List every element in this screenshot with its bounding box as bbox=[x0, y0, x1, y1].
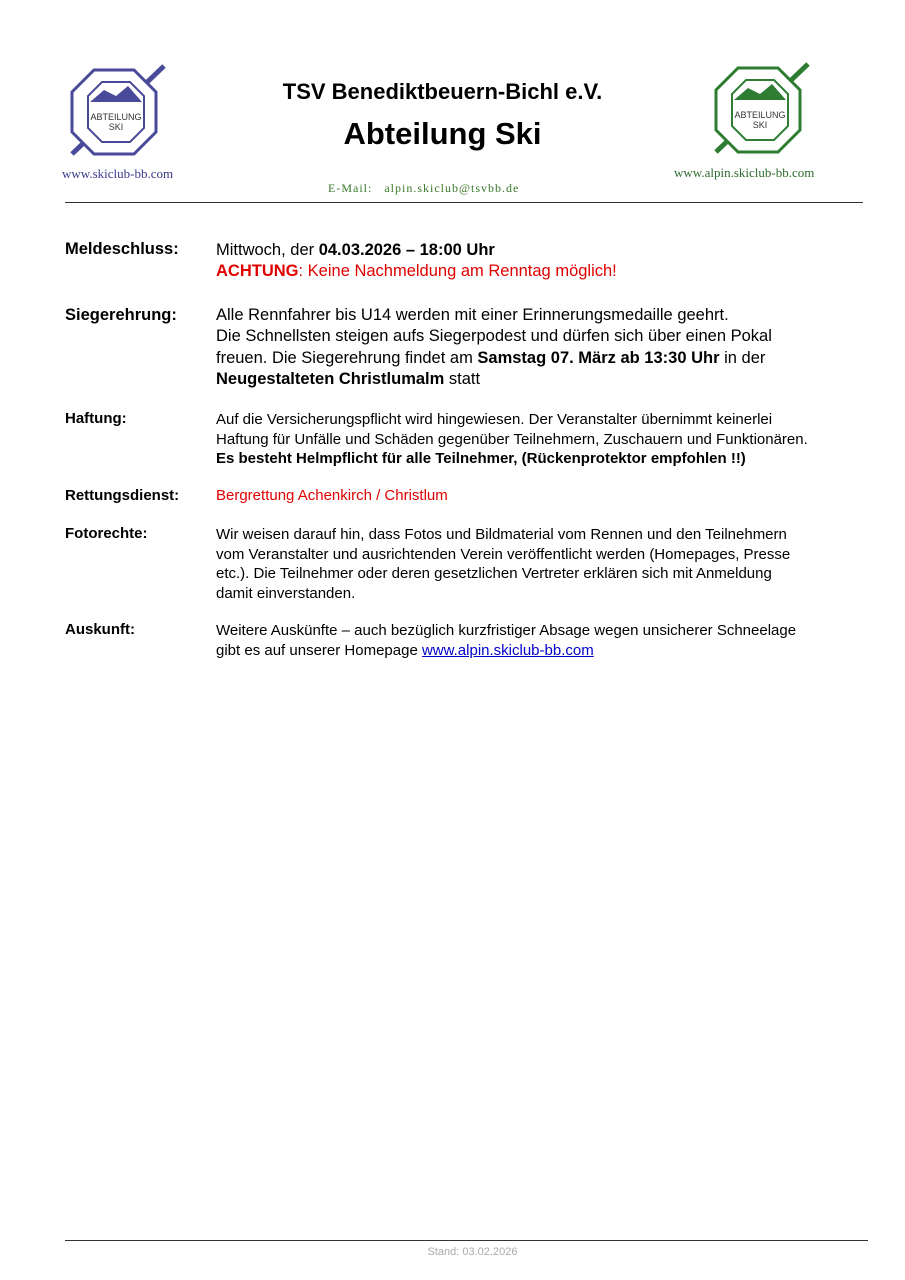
label-auskunft: Auskunft: bbox=[65, 621, 135, 638]
text: Weitere Auskünfte – auch bezüglich kurzfristiger Absage wegen unsicherer Schneelage bbox=[216, 622, 797, 639]
deadline: 04.03.2026 – 18:00 Uhr bbox=[318, 241, 495, 259]
footer-stand: Stand: 03.02.2026 bbox=[427, 1246, 518, 1258]
warning-label: ACHTUNG bbox=[216, 262, 299, 280]
email-label: E-Mail: bbox=[328, 181, 373, 195]
header-divider bbox=[65, 202, 863, 203]
email-link[interactable]: alpin.skiclub@tsvbb.de bbox=[384, 181, 520, 195]
label-haftung: Haftung: bbox=[65, 410, 127, 427]
text: vom Veranstalter und ausrichtenden Verein veröffentlicht werden (Homepages, Presse bbox=[216, 545, 791, 563]
footer-divider bbox=[65, 1240, 868, 1241]
svg-text:SKI: SKI bbox=[752, 120, 768, 130]
ceremony-date: Samstag 07. März ab 13:30 Uhr bbox=[477, 348, 720, 367]
helmet-notice: Es besteht Helmpflicht für alle Teilnehmer, (Rückenprotektor empfohlen !!) bbox=[216, 450, 746, 467]
warning-text: : Keine Nachmeldung am Renntag möglich! bbox=[298, 262, 617, 280]
value-fotorechte bbox=[216, 525, 790, 603]
text: Alle Rennfahrer bis U14 werden mit einer Erinnerungsmedaille geehrt. bbox=[216, 306, 729, 324]
value-siegerehrung bbox=[216, 305, 772, 390]
department-title: Abteilung Ski bbox=[343, 116, 542, 151]
right-website-link[interactable]: www.alpin.skiclub-bb.com bbox=[674, 165, 815, 180]
svg-text:SKI: SKI bbox=[108, 122, 124, 132]
email-line bbox=[328, 181, 519, 196]
left-website-link[interactable]: www.skiclub-bb.com bbox=[62, 166, 174, 181]
svg-text:ABTEILUNG: ABTEILUNG bbox=[734, 110, 786, 120]
value-auskunft bbox=[216, 621, 796, 660]
ceremony-location: Neugestalteten Christlumalm bbox=[216, 369, 445, 388]
text: Wir weisen darauf hin, dass Fotos und Bildmaterial vom Rennen und den Teilnehmern bbox=[216, 526, 787, 543]
label-fotorechte: Fotorechte: bbox=[65, 525, 148, 542]
text: damit einverstanden. bbox=[216, 584, 356, 602]
homepage-link[interactable]: www.alpin.skiclub-bb.com bbox=[421, 641, 594, 659]
text: Auf die Versicherungspflicht wird hingewiesen. Der Veranstalter übernimmt keinerlei bbox=[216, 411, 773, 428]
label-rettungsdienst: Rettungsdienst: bbox=[65, 487, 180, 504]
value-haftung bbox=[216, 410, 808, 469]
text: statt bbox=[444, 369, 481, 388]
text: Mittwoch, der bbox=[216, 241, 319, 259]
text: freuen. Die Siegerehrung findet am bbox=[216, 348, 478, 367]
club-name: TSV Benediktbeuern-Bichl e.V. bbox=[282, 79, 603, 104]
label-siegerehrung: Siegerehrung: bbox=[65, 306, 177, 324]
text: in der bbox=[719, 348, 766, 367]
text: gibt es auf unserer Homepage bbox=[216, 641, 422, 659]
label-meldeschluss: Meldeschluss: bbox=[65, 240, 179, 258]
text: Haftung für Unfälle und Schäden gegenüber Teilnehmern, Zuschauern und Funktionären. bbox=[216, 430, 808, 448]
value-meldeschluss bbox=[216, 240, 617, 282]
svg-text:ABTEILUNG: ABTEILUNG bbox=[90, 112, 142, 122]
text: etc.). Die Teilnehmer oder deren gesetzlichen Vertreter erklären sich mit Anmeldung bbox=[216, 565, 772, 582]
value-rettungsdienst: Bergrettung Achenkirch / Christlum bbox=[216, 487, 448, 504]
text: Die Schnellsten steigen aufs Siegerpodest und dürfen sich über einen Pokal bbox=[216, 327, 772, 346]
